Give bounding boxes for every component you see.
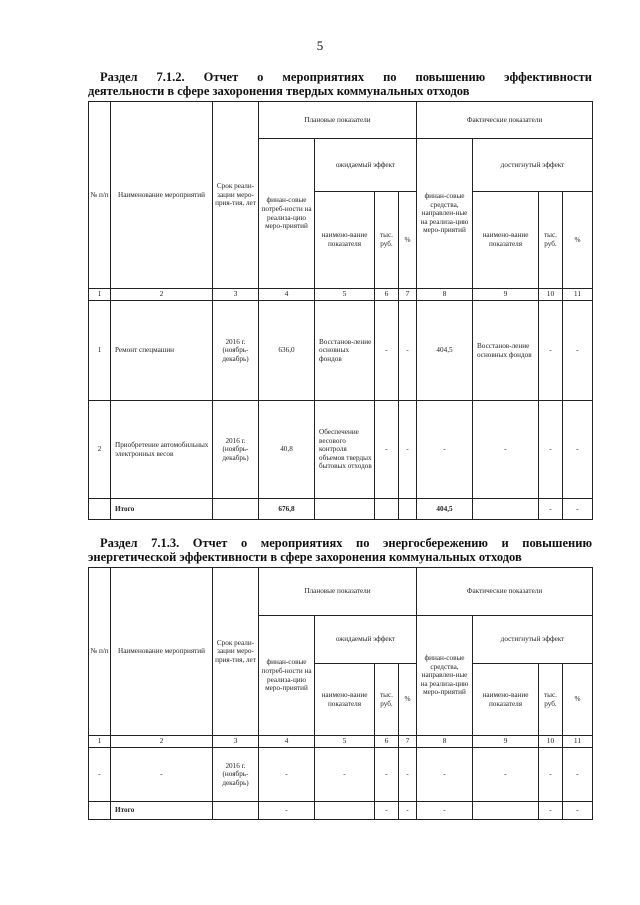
- row-actual-fin: -: [417, 401, 473, 499]
- row-planned-fin: -: [259, 748, 315, 802]
- header-expected-effect: ожидаемый эффект: [315, 616, 417, 664]
- header-percent: %: [399, 664, 417, 736]
- row-name: -: [111, 748, 213, 802]
- column-number: 5: [315, 736, 375, 748]
- total-achieved-rub: -: [539, 499, 563, 520]
- header-indicator: наимено-вание показателя: [473, 664, 539, 736]
- header-percent: %: [399, 192, 417, 289]
- section-heading-7-1-3: [88, 536, 592, 564]
- column-number: 8: [417, 736, 473, 748]
- header-actual: Фактические показатели: [417, 102, 593, 139]
- row-achieved-rub: -: [539, 748, 563, 802]
- section-heading-line2: деятельности в сфере захоронения твердых коммунальных отходов: [88, 84, 470, 98]
- row-expected-indicator: Восстанов-ление основных фондов: [315, 301, 375, 401]
- row-achieved-rub: -: [539, 301, 563, 401]
- header-no: № п/п: [89, 568, 111, 736]
- total-planned-fin: -: [259, 802, 315, 820]
- header-achieved-effect: достигнутый эффект: [473, 139, 593, 192]
- column-number-row: [89, 736, 593, 748]
- total-achieved-pct: -: [563, 499, 593, 520]
- row-achieved-pct: -: [563, 401, 593, 499]
- header-achieved-effect: достигнутый эффект: [473, 616, 593, 664]
- header-actual-fin: финан-совые средства, направлен-ные на реализа-цию меро-приятий: [417, 139, 473, 289]
- column-number: 9: [473, 736, 539, 748]
- column-number-row: [89, 289, 593, 301]
- header-indicator: наимено-вание показателя: [315, 664, 375, 736]
- report-table-7-1-3: [88, 567, 593, 820]
- row-achieved-pct: -: [563, 301, 593, 401]
- header-planned-fin: финан-совые потреб-ности на реализа-цию меро-приятий: [259, 616, 315, 736]
- total-actual-fin: 404,5: [417, 499, 473, 520]
- header-indicator: наимено-вание показателя: [315, 192, 375, 289]
- total-row: [89, 499, 593, 520]
- row-expected-pct: -: [399, 401, 417, 499]
- row-actual-fin: -: [417, 748, 473, 802]
- row-expected-pct: -: [399, 301, 417, 401]
- header-actual: Фактические показатели: [417, 568, 593, 616]
- row-name: Приобретение автомобильных электронных весов: [111, 401, 213, 499]
- column-number: 11: [563, 289, 593, 301]
- total-expected-rub: -: [375, 802, 399, 820]
- table-row: [89, 748, 593, 802]
- total-label: Итого: [111, 802, 213, 820]
- row-achieved-indicator: -: [473, 401, 539, 499]
- column-number: 10: [539, 736, 563, 748]
- header-thousand-rub: тыс. руб.: [375, 192, 399, 289]
- row-planned-fin: 636,0: [259, 301, 315, 401]
- column-number: 10: [539, 289, 563, 301]
- column-number: 3: [213, 289, 259, 301]
- report-table-7-1-2: [88, 101, 593, 520]
- total-row: [89, 802, 593, 820]
- header-name: Наименование мероприятий: [111, 568, 213, 736]
- table-row: [89, 401, 593, 499]
- header-thousand-rub: тыс. руб.: [375, 664, 399, 736]
- total-actual-fin: -: [417, 802, 473, 820]
- row-achieved-pct: -: [563, 748, 593, 802]
- row-expected-indicator: -: [315, 748, 375, 802]
- row-no: -: [89, 748, 111, 802]
- row-expected-rub: -: [375, 301, 399, 401]
- row-term: 2016 г. (ноябрь-декабрь): [213, 301, 259, 401]
- section-heading-line1: Раздел 7.1.2. Отчет о мероприятиях по повышению эффективности: [100, 70, 592, 84]
- column-number: 2: [111, 289, 213, 301]
- header-name: Наименование мероприятий: [111, 102, 213, 289]
- header-actual-fin: финан-совые средства, направлен-ные на реализа-цию меро-приятий: [417, 616, 473, 736]
- row-expected-rub: -: [375, 748, 399, 802]
- row-expected-indicator: Обеспечение весового контроля объемов твердых бытовых отходов: [315, 401, 375, 499]
- header-percent: %: [563, 192, 593, 289]
- column-number: 2: [111, 736, 213, 748]
- column-number: 9: [473, 289, 539, 301]
- total-expected-pct: -: [399, 802, 417, 820]
- column-number: 6: [375, 289, 399, 301]
- header-term: Срок реали-зации меро-прия-тия, лет: [213, 102, 259, 289]
- header-expected-effect: ожидаемый эффект: [315, 139, 417, 192]
- row-achieved-indicator: Восстанов-ление основных фондов: [473, 301, 539, 401]
- header-no: № п/п: [89, 102, 111, 289]
- header-thousand-rub: тыс. руб.: [539, 192, 563, 289]
- row-term: 2016 г. (ноябрь-декабрь): [213, 401, 259, 499]
- column-number: 4: [259, 736, 315, 748]
- row-expected-pct: -: [399, 748, 417, 802]
- total-achieved-rub: -: [539, 802, 563, 820]
- column-number: 11: [563, 736, 593, 748]
- column-number: 7: [399, 736, 417, 748]
- row-actual-fin: 404,5: [417, 301, 473, 401]
- column-number: 5: [315, 289, 375, 301]
- row-planned-fin: 40,8: [259, 401, 315, 499]
- header-thousand-rub: тыс. руб.: [539, 664, 563, 736]
- section-heading-line1: Раздел 7.1.3. Отчет о мероприятиях по энергосбережению и повышению: [100, 536, 592, 550]
- header-indicator: наимено-вание показателя: [473, 192, 539, 289]
- page-number: 5: [316, 38, 324, 53]
- row-achieved-indicator: -: [473, 748, 539, 802]
- header-planned-fin: финан-совые потреб-ности на реализа-цию меро-приятий: [259, 139, 315, 289]
- total-label: Итого: [111, 499, 213, 520]
- column-number: 4: [259, 289, 315, 301]
- column-number: 6: [375, 736, 399, 748]
- column-number: 7: [399, 289, 417, 301]
- header-planned: Плановые показатели: [259, 102, 417, 139]
- column-number: 1: [89, 736, 111, 748]
- row-term: 2016 г. (ноябрь-декабрь): [213, 748, 259, 802]
- section-heading-line2: энергетической эффективности в сфере захоронения коммунальных отходов: [88, 550, 522, 564]
- section-heading-7-1-2: [88, 70, 592, 98]
- column-number: 3: [213, 736, 259, 748]
- header-term: Срок реали-зации меро-прия-тия, лет: [213, 568, 259, 736]
- row-expected-rub: -: [375, 401, 399, 499]
- column-number: 1: [89, 289, 111, 301]
- row-name: Ремонт спецмашин: [111, 301, 213, 401]
- row-no: 2: [89, 401, 111, 499]
- total-planned-fin: 676,8: [259, 499, 315, 520]
- row-achieved-rub: -: [539, 401, 563, 499]
- header-percent: %: [563, 664, 593, 736]
- column-number: 8: [417, 289, 473, 301]
- total-achieved-pct: -: [563, 802, 593, 820]
- table-row: [89, 301, 593, 401]
- row-no: 1: [89, 301, 111, 401]
- header-planned: Плановые показатели: [259, 568, 417, 616]
